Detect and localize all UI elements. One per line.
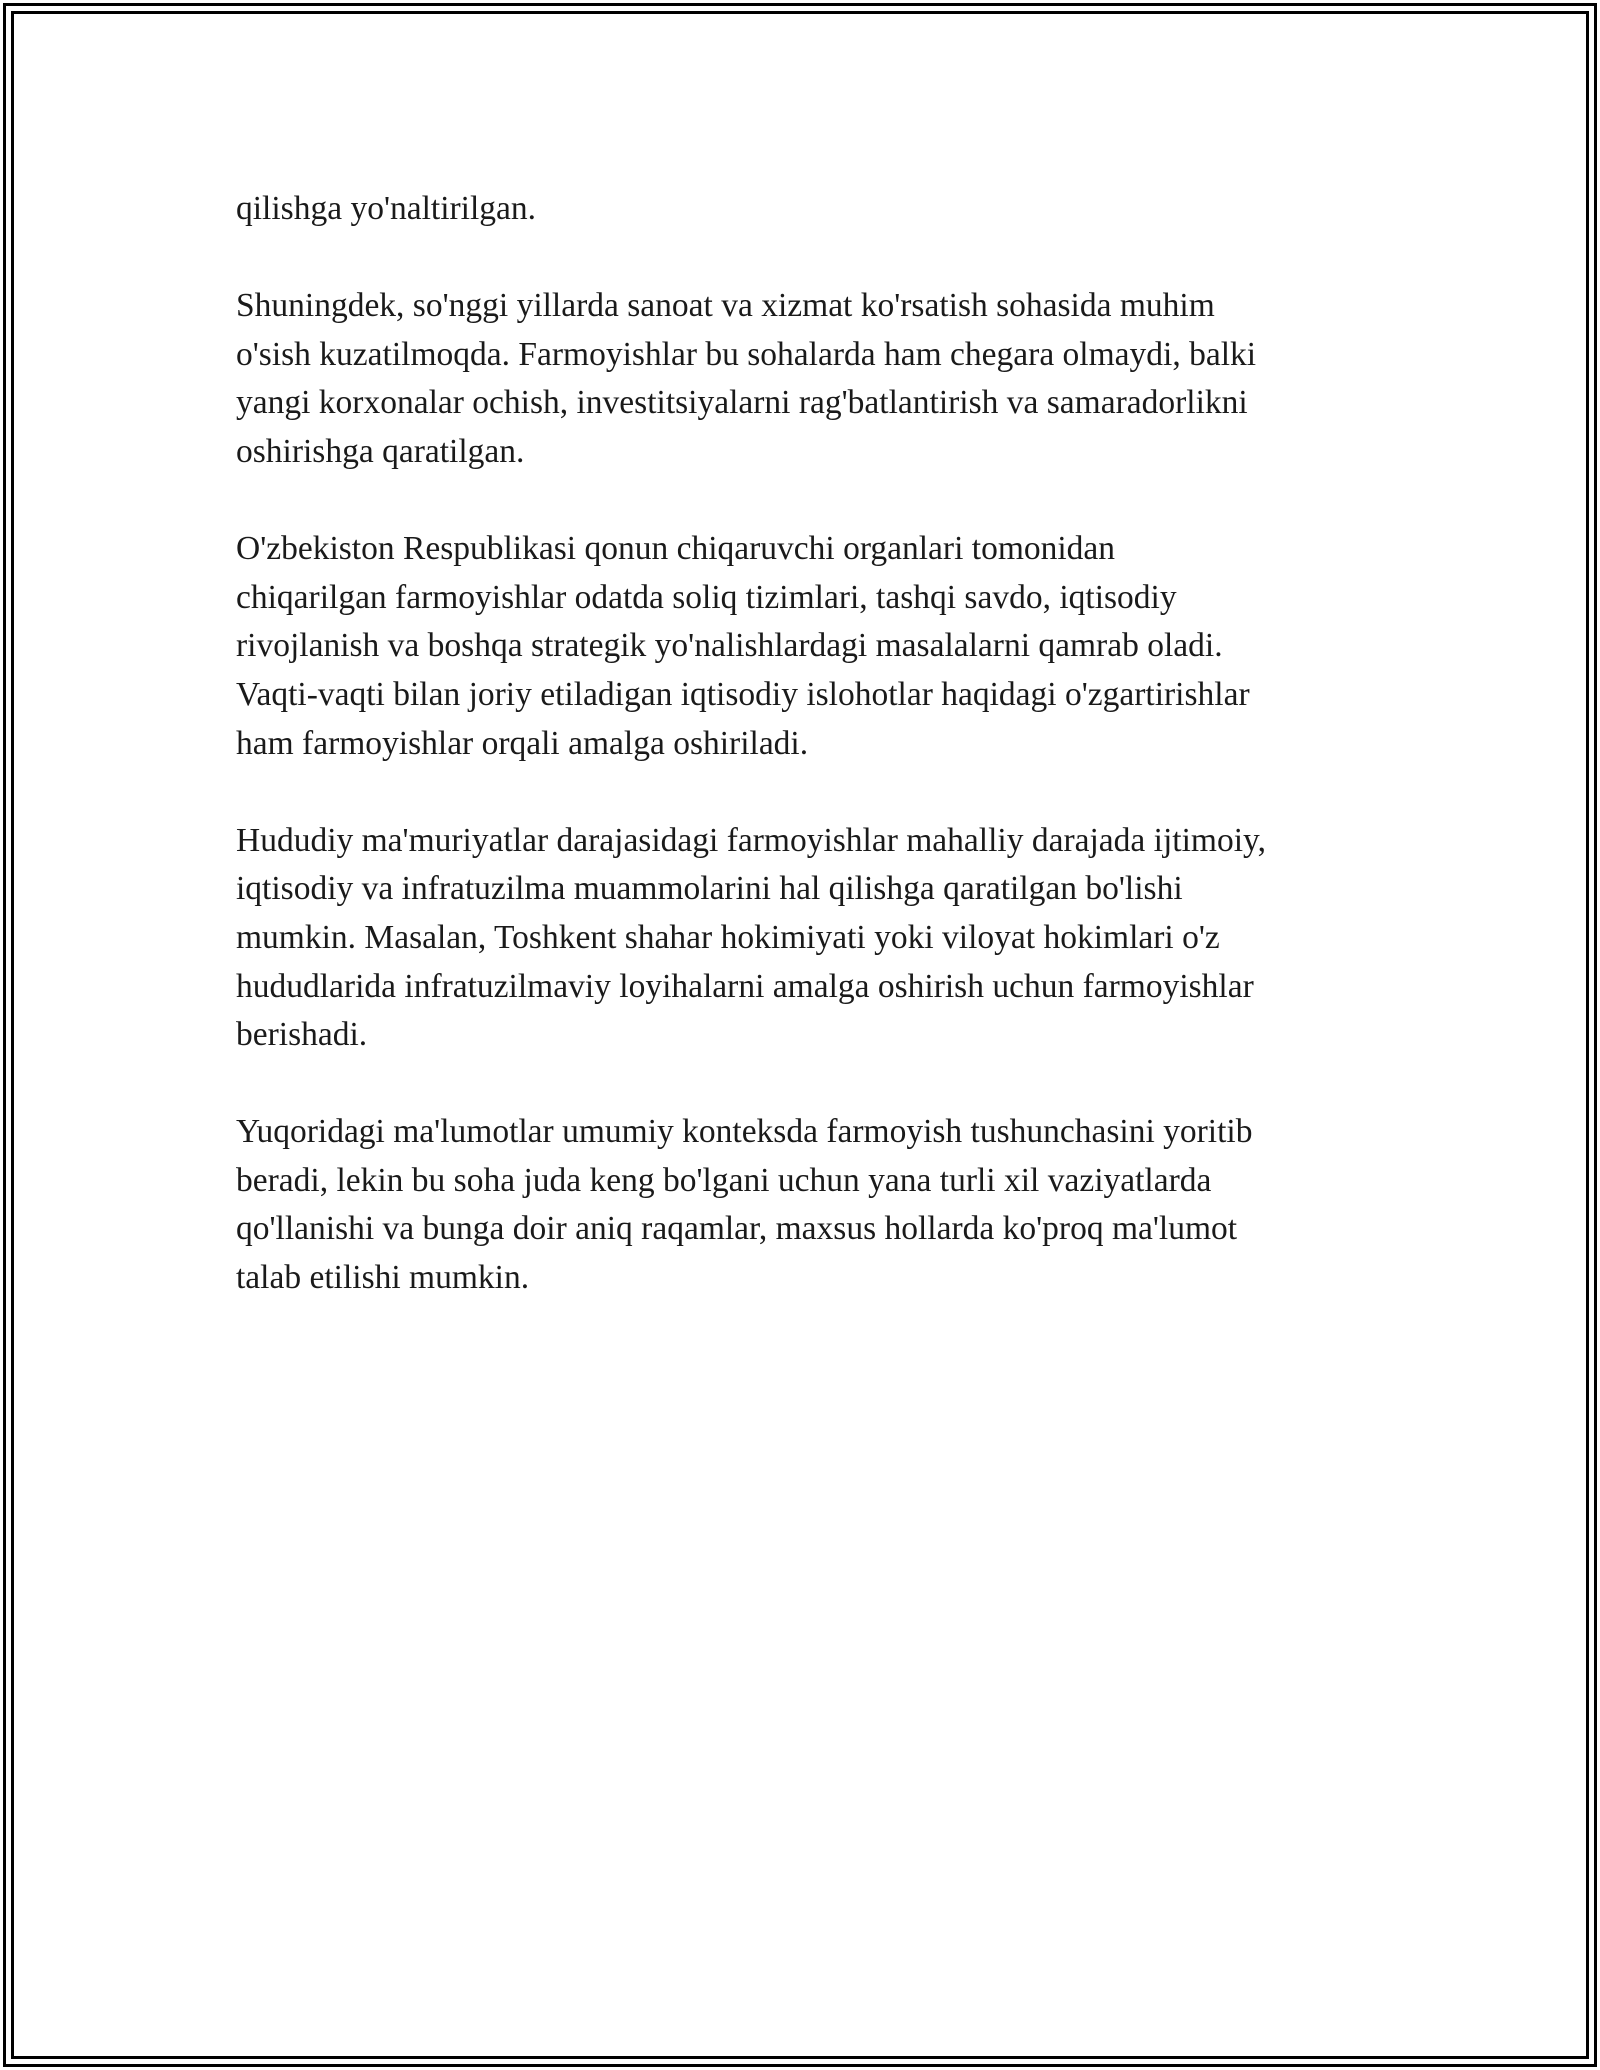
paragraph-line: oshirishga qaratilgan. [236, 432, 525, 470]
paragraph [236, 282, 1386, 476]
paragraph-line: talab etilishi mumkin. [236, 1259, 530, 1297]
paragraph-line: Yuqoridagi ma'lumotlar umumiy konteksda farmoyish tushunchasini yoritib [236, 1113, 1253, 1151]
paragraph [236, 185, 1386, 234]
paragraph-line: Vaqti-vaqti bilan joriy etiladigan iqtisodiy islohotlar haqidagi o'zgartirishlar [236, 675, 1250, 713]
paragraph-line: mumkin. Masalan, Toshkent shahar hokimiyati yoki viloyat hokimlari o'z [236, 918, 1220, 956]
paragraph-line: ham farmoyishlar orqali amalga oshiriladi. [236, 724, 809, 762]
document-body [236, 185, 1386, 1351]
paragraph-line: iqtisodiy va infratuzilma muammolarini hal qilishga qaratilgan bo'lishi [236, 870, 1183, 908]
paragraph-line: qilishga yo'naltirilgan. [236, 190, 537, 227]
paragraph-line: o'sish kuzatilmoqda. Farmoyishlar bu sohalarda ham chegara olmaydi, balki [236, 335, 1257, 373]
paragraph [236, 1108, 1386, 1302]
paragraph-line: Shuningdek, so'nggi yillarda sanoat va xizmat ko'rsatish sohasida muhim [236, 287, 1215, 325]
paragraph-line: qo'llanishi va bunga doir aniq raqamlar, maxsus hollarda ko'proq ma'lumot [236, 1210, 1238, 1248]
paragraph-line: berishadi. [236, 1016, 368, 1054]
paragraph-line: rivojlanish va boshqa strategik yo'nalishlardagi masalalarni qamrab oladi. [236, 627, 1223, 665]
paragraph [236, 817, 1386, 1060]
paragraph [236, 525, 1386, 768]
paragraph-line: chiqarilgan farmoyishlar odatda soliq tizimlari, tashqi savdo, iqtisodiy [236, 578, 1177, 616]
paragraph-line: yangi korxonalar ochish, investitsiyalarni rag'batlantirish va samaradorlikni [236, 384, 1248, 422]
paragraph-line: O'zbekiston Respublikasi qonun chiqaruvchi organlari tomonidan [236, 530, 1116, 568]
paragraph-line: hududlarida infratuzilmaviy loyihalarni amalga oshirish uchun farmoyishlar [236, 967, 1254, 1005]
paragraph-line: beradi, lekin bu soha juda keng bo'lgani uchun yana turli xil vaziyatlarda [236, 1161, 1212, 1199]
paragraph-line: Hududiy ma'muriyatlar darajasidagi farmoyishlar mahalliy darajada ijtimoiy, [236, 821, 1266, 859]
